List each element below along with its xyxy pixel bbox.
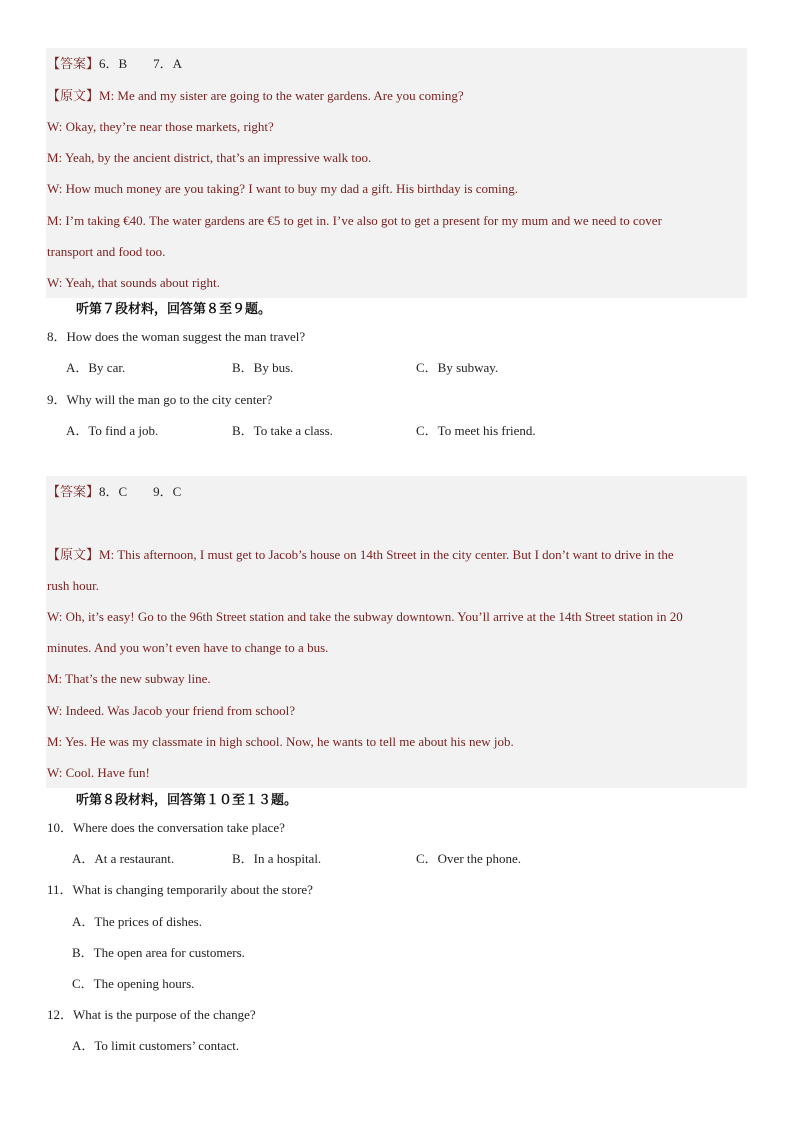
script-tag: 【原文】 [47,547,100,562]
question-stem: 12．What is the purpose of the change? [47,1007,256,1022]
option-b: B．By bus. [232,360,294,375]
option-a: A．To limit customers’ contact. [72,1038,240,1053]
option-a: A．At a restaurant. [72,851,175,866]
section-heading: 听第７段材料，回答第８至９题。 [76,301,272,316]
answer-text: 8．C 9．C [99,484,182,499]
option-c: C．The opening hours. [72,976,195,991]
question-stem: 9．Why will the man go to the city center? [47,392,273,407]
script-line: M: Yeah, by the ancient district, that’s an impressive walk too. [47,150,372,165]
script-line: W: Okay, they’re near those markets, right? [47,119,274,134]
answer-line-1 [47,56,182,72]
script-line: minutes. And you won’t even have to change to a bus. [47,640,329,655]
option-c: C．To meet his friend. [416,423,536,438]
script-line: M: That’s the new subway line. [47,671,211,686]
option-a: A．The prices of dishes. [72,914,202,929]
answer-line-2 [47,484,181,500]
script-line: M: I’m taking €40. The water gardens are €5 to get in. I’ve also got to get a present for my mum and we need to cover [47,213,662,228]
option-b: B．The open area for customers. [72,945,245,960]
script-line: W: Cool. Have fun! [47,765,150,780]
question-stem: 8．How does the woman suggest the man travel? [47,329,306,344]
answer-tag: 【答案】 [47,484,100,499]
script-line: rush hour. [47,578,99,593]
option-a: A．To find a job. [66,423,159,438]
answer-text: 6．B 7．A [99,56,183,71]
answer-tag: 【答案】 [47,56,100,71]
script-line [47,88,464,104]
option-c: C．By subway. [416,360,499,375]
option-b: B．To take a class. [232,423,333,438]
script-text: M: This afternoon, I must get to Jacob’s house on 14th Street in the city center. But I don’t want to drive in the [99,547,674,562]
script-line: transport and food too. [47,244,166,259]
script-line: W: Yeah, that sounds about right. [47,275,220,290]
question-stem: 10．Where does the conversation take place? [47,820,285,835]
script-line [47,547,674,563]
script-line: W: Indeed. Was Jacob your friend from school? [47,703,296,718]
script-line: M: Yes. He was my classmate in high school. Now, he wants to tell me about his new job. [47,734,514,749]
option-c: C．Over the phone. [416,851,522,866]
script-line: W: How much money are you taking? I want to buy my dad a gift. His birthday is coming. [47,181,519,196]
option-a: A．By car. [66,360,126,375]
script-line: W: Oh, it’s easy! Go to the 96th Street station and take the subway downtown. You’ll arrive at the 14th Street station in 20 [47,609,683,624]
section-heading: 听第８段材料，回答第１０至１３题。 [76,792,298,807]
script-text: M: Me and my sister are going to the water gardens. Are you coming? [99,88,464,103]
script-tag: 【原文】 [47,88,100,103]
answer-block-1 [46,48,747,298]
question-stem: 11．What is changing temporarily about the store? [47,882,313,897]
option-b: B．In a hospital. [232,851,322,866]
